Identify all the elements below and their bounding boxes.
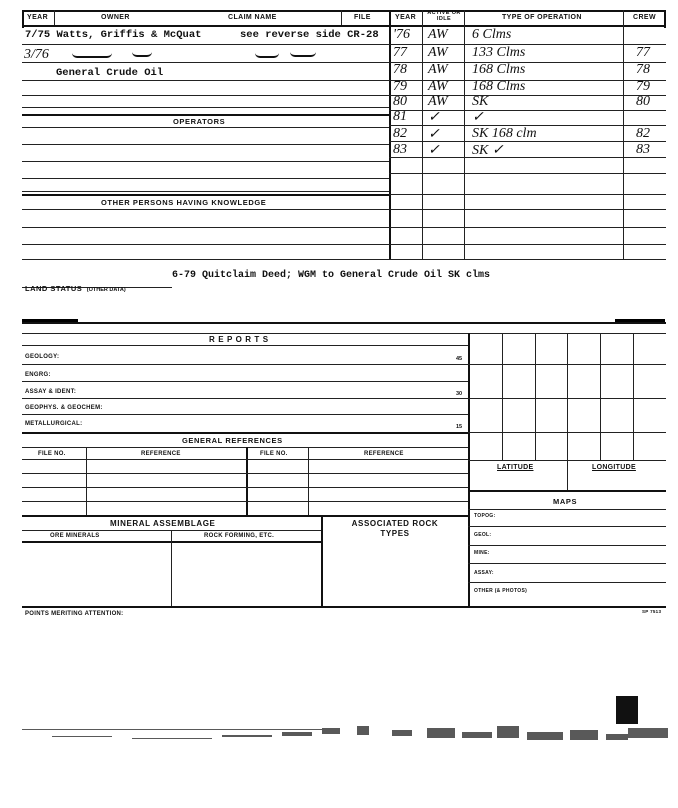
row-line <box>22 345 468 346</box>
ops-type: SK 168 clm <box>472 126 537 141</box>
rock-forming-label: ROCK FORMING, ETC. <box>204 533 275 539</box>
ditto-mark <box>290 52 316 57</box>
reports-top-border <box>22 333 666 334</box>
row-line <box>22 44 389 45</box>
mineral-assemblage-title: MINERAL ASSEMBLAGE <box>110 519 216 528</box>
header-year-ops: YEAR <box>395 14 417 21</box>
row-line <box>468 490 666 492</box>
row-line <box>22 80 389 81</box>
row-line <box>22 209 389 210</box>
ref-divider <box>86 447 87 515</box>
header-file: FILE <box>354 14 371 21</box>
ops-status: AW <box>428 94 448 109</box>
ref-divider <box>246 447 248 515</box>
band-line <box>22 322 666 324</box>
report-metallurgical: METALLURGICAL: <box>25 421 83 427</box>
maps-geol: GEOL: <box>474 532 492 538</box>
row-line <box>468 563 666 564</box>
row-line <box>22 487 468 488</box>
ops-crew: 79 <box>636 79 650 94</box>
report-number: 15 <box>456 424 463 430</box>
row-line <box>22 432 468 434</box>
ops-status: ✓ <box>428 143 440 158</box>
other-persons-top-border <box>22 194 389 196</box>
row-line <box>468 509 666 510</box>
lat-long-divider <box>567 460 568 490</box>
owner-row-1: 7/75 Watts, Griffis & McQuat <box>25 29 202 41</box>
header-divider <box>54 10 55 25</box>
ops-type: 133 Clms <box>472 45 526 60</box>
ops-status: AW <box>428 62 448 77</box>
reports-title: R E P O R T S <box>209 335 269 344</box>
report-engrg: ENGRG: <box>25 372 51 378</box>
land-status-text: 6-79 Quitclaim Deed; WGM to General Crude Oil SK clms <box>172 270 491 281</box>
maps-divider <box>468 333 470 606</box>
row-line <box>22 161 389 162</box>
header-year: YEAR <box>27 14 49 21</box>
ditto-mark <box>72 53 112 58</box>
scan-noise <box>22 718 666 758</box>
row-line <box>22 244 389 245</box>
maps-mine: MINE: <box>474 550 490 556</box>
ops-crew: 82 <box>636 126 650 141</box>
row-line <box>22 178 389 179</box>
grid-line <box>468 364 666 365</box>
other-persons-title: OTHER PERSONS HAVING KNOWLEDGE <box>101 198 267 207</box>
land-status-label <box>25 278 126 296</box>
ops-divider-year <box>422 10 423 260</box>
row-line <box>22 515 468 517</box>
owner-row-3: General Crude Oil <box>56 67 164 79</box>
ref-col-reference: REFERENCE <box>141 451 181 457</box>
ops-year: 82 <box>393 126 407 141</box>
row-line <box>22 364 468 365</box>
ops-type: SK <box>472 94 489 109</box>
ditto-mark <box>132 52 152 57</box>
owner-row-2-year: 3/76 <box>24 47 49 62</box>
longitude-label: LONGITUDE <box>592 464 636 471</box>
header-divider <box>341 10 342 25</box>
row-line <box>22 127 389 128</box>
header-claim-name: CLAIM NAME <box>228 14 277 21</box>
ref-col-file-no-2: FILE NO. <box>260 451 288 457</box>
row-line <box>22 447 468 448</box>
ops-type: SK ✓ <box>472 143 504 158</box>
operators-top-border <box>22 114 389 116</box>
associated-rock-types-title: ASSOCIATED ROCK TYPES <box>351 519 439 538</box>
row-line <box>22 144 389 145</box>
ops-year: 81 <box>393 109 407 124</box>
report-assay: ASSAY & IDENT: <box>25 389 77 395</box>
ref-col-file-no: FILE NO. <box>38 451 66 457</box>
ops-type: ✓ <box>472 110 484 125</box>
row-line <box>22 259 389 260</box>
ops-crew: 78 <box>636 62 650 77</box>
ops-type: 168 Clms <box>472 62 526 77</box>
grid-line <box>633 333 634 460</box>
ops-type: 168 Clms <box>472 79 526 94</box>
ops-year: '76 <box>393 27 410 42</box>
row-line <box>468 545 666 546</box>
right-border <box>664 10 666 28</box>
grid-line <box>600 333 601 460</box>
report-geology: GEOLOGY: <box>25 354 60 360</box>
ops-status: AW <box>428 79 448 94</box>
grid-line <box>502 333 503 460</box>
mineral-divider <box>321 515 323 607</box>
header-crew: CREW <box>633 14 656 21</box>
report-geophys: GEOPHYS. & GEOCHEM: <box>25 405 103 411</box>
ops-status: AW <box>428 27 448 42</box>
row-line <box>22 95 389 96</box>
report-number: 45 <box>456 356 463 362</box>
ops-status: AW <box>428 45 448 60</box>
ops-type: 6 Clms <box>472 27 512 42</box>
ops-year: 77 <box>393 45 407 60</box>
operators-title: OPERATORS <box>173 117 226 126</box>
ref-divider <box>308 447 309 515</box>
header-owner: OWNER <box>101 14 130 21</box>
ops-crew: 80 <box>636 94 650 109</box>
row-line <box>22 398 468 399</box>
ditto-mark <box>255 53 279 58</box>
grid-line <box>468 432 666 433</box>
row-line <box>468 582 666 583</box>
row-line <box>22 381 468 382</box>
ops-divider-crew <box>623 10 624 260</box>
header-active-idle: ACTIVE OR IDLE <box>427 10 461 22</box>
ore-minerals-label: ORE MINERALS <box>50 533 100 539</box>
grid-line <box>535 333 536 460</box>
mineral-subdivider <box>171 530 172 607</box>
header-bottom-border <box>22 25 666 27</box>
ref-col-reference-2: REFERENCE <box>364 451 404 457</box>
points-meriting-attention-label: POINTS MERITING ATTENTION: <box>25 611 124 617</box>
left-border <box>22 10 24 28</box>
ops-year: 78 <box>393 62 407 77</box>
ops-year: 79 <box>393 79 407 94</box>
latitude-label: LATITUDE <box>497 464 534 471</box>
ops-status: ✓ <box>428 127 440 142</box>
maps-title: MAPS <box>553 497 578 506</box>
form-number: SP 7513 <box>642 609 662 614</box>
ops-row-line <box>389 194 666 195</box>
row-line <box>22 473 468 474</box>
land-status-subtitle: (OTHER DATA) <box>86 287 126 293</box>
ops-row-line <box>389 259 666 260</box>
maps-topog: TOPOG: <box>474 513 496 519</box>
row-line <box>22 62 389 63</box>
ops-crew: 77 <box>636 45 650 60</box>
row-line <box>22 107 389 108</box>
ops-year: 80 <box>393 94 407 109</box>
ops-status: ✓ <box>428 110 440 125</box>
maps-other: OTHER (& PHOTOS) <box>474 588 528 594</box>
grid-line <box>468 398 666 399</box>
ops-divider-status <box>464 10 465 260</box>
general-references-title: GENERAL REFERENCES <box>182 436 283 445</box>
top-border <box>22 10 666 12</box>
row-line <box>468 526 666 527</box>
owner-row-1-note: see reverse side CR-28 <box>240 29 379 41</box>
row-line <box>22 501 468 502</box>
grid-line <box>567 333 568 460</box>
land-status-title: LAND STATUS <box>25 284 83 293</box>
bottom-border <box>22 606 666 608</box>
main-column-divider <box>389 10 391 260</box>
ops-row-line <box>389 244 666 245</box>
row-line <box>22 459 468 460</box>
ops-row-line <box>389 173 666 174</box>
ops-year: 83 <box>393 142 407 157</box>
row-line <box>22 414 468 415</box>
ops-crew: 83 <box>636 142 650 157</box>
header-type-of-operation: TYPE OF OPERATION <box>502 14 582 21</box>
maps-assay: ASSAY: <box>474 570 494 576</box>
row-line <box>22 191 389 192</box>
row-line <box>22 227 389 228</box>
ops-row-line <box>389 227 666 228</box>
ops-row-line <box>389 209 666 210</box>
report-number: 30 <box>456 391 463 397</box>
